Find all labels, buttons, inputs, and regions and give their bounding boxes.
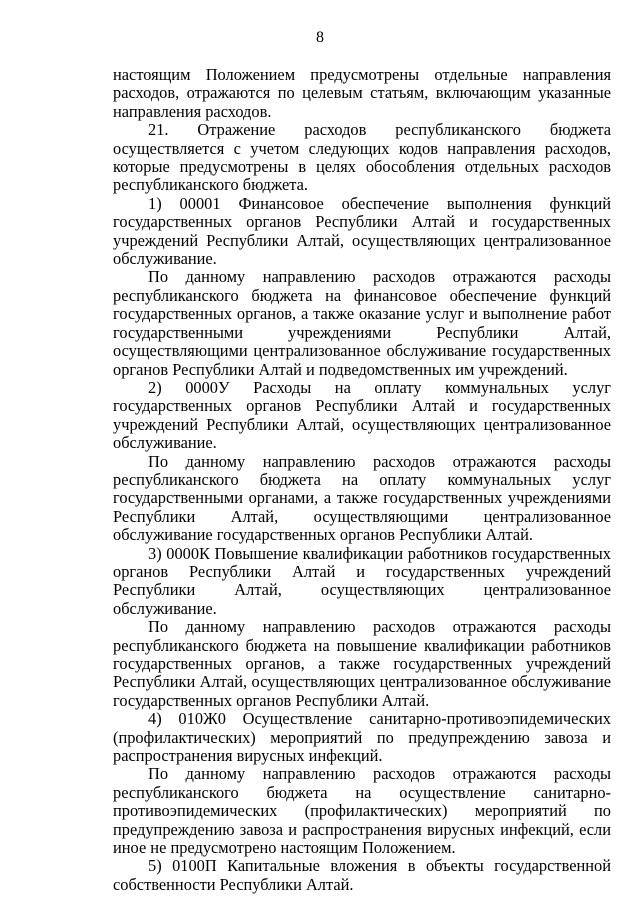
paragraph-code-0100p: 5) 0100П Капитальные вложения в объекты государственной собственности Республики Алтай.	[113, 856, 611, 894]
paragraph-code-0000k: 3) 0000К Повышение квалификации работников государственных органов Республики Алтай и государственных учреждений Республики Алтай, осуществляющих централизованное обслуживание.	[113, 543, 611, 618]
paragraph-code-00001-description: По данному направлению расходов отражаются расходы республиканского бюджета на финансовое обеспечение функций государственных органов, а также оказание услуг и выполнение работ государственными учреждениями Республики Алтай, осуществляющими централизованное обслуживание государственных органов Республики Алтай и подведомственных им учреждений.	[113, 267, 611, 379]
page-number: 8	[316, 29, 324, 46]
paragraph-continuation: настоящим Положением предусмотрены отдельные направления расходов, отражаются по целевым статьям, включающим указанные направления расходов.	[113, 65, 611, 121]
paragraph-code-0000k-description: По данному направлению расходов отражаются расходы республиканского бюджета на повышение квалификации работников государственных органов, а также государственных учреждений Республики Алтай, осуществляющих централизованное обслуживание государственных органов Республики Алтай.	[113, 617, 611, 710]
paragraph-item-21: 21. Отражение расходов республиканского бюджета осуществляется с учетом следующих кодов направления расходов, которые предусмотрены в целях обособления отдельных расходов республиканского бюджета.	[113, 120, 611, 195]
paragraph-code-0000u-description: По данному направлению расходов отражаются расходы республиканского бюджета на оплату коммунальных услуг государственными органами, а также государственных учреждениями Республики Алтай, осуществляющими централизованное обслуживание государственных органов Республики Алтай.	[113, 451, 611, 545]
paragraph-code-00001: 1) 00001 Финансовое обеспечение выполнения функций государственных органов Республики Алтай и государственных учреждений Республики Алтай, осуществляющих централизованное обслуживание.	[113, 193, 611, 269]
body-text	[113, 66, 611, 894]
paragraph-code-010zh0-description: По данному направлению расходов отражаются расходы республиканского бюджета на осуществление санитарно-противоэпидемических (профилактических) мероприятий по предупреждению завоза и распространения вирусных инфекций, если иное не предусмотрено настоящим Положением.	[113, 764, 611, 858]
paragraph-code-010zh0: 4) 010Ж0 Осуществление санитарно-противоэпидемических (профилактических) мероприятий по предупреждению завоза и распространения вирусных инфекций.	[113, 709, 611, 766]
paragraph-code-0000u: 2) 0000У Расходы на оплату коммунальных услуг государственных органов Республики Алтай и государственных учреждений Республики Алтай, осуществляющих централизованное обслуживание.	[113, 377, 611, 453]
